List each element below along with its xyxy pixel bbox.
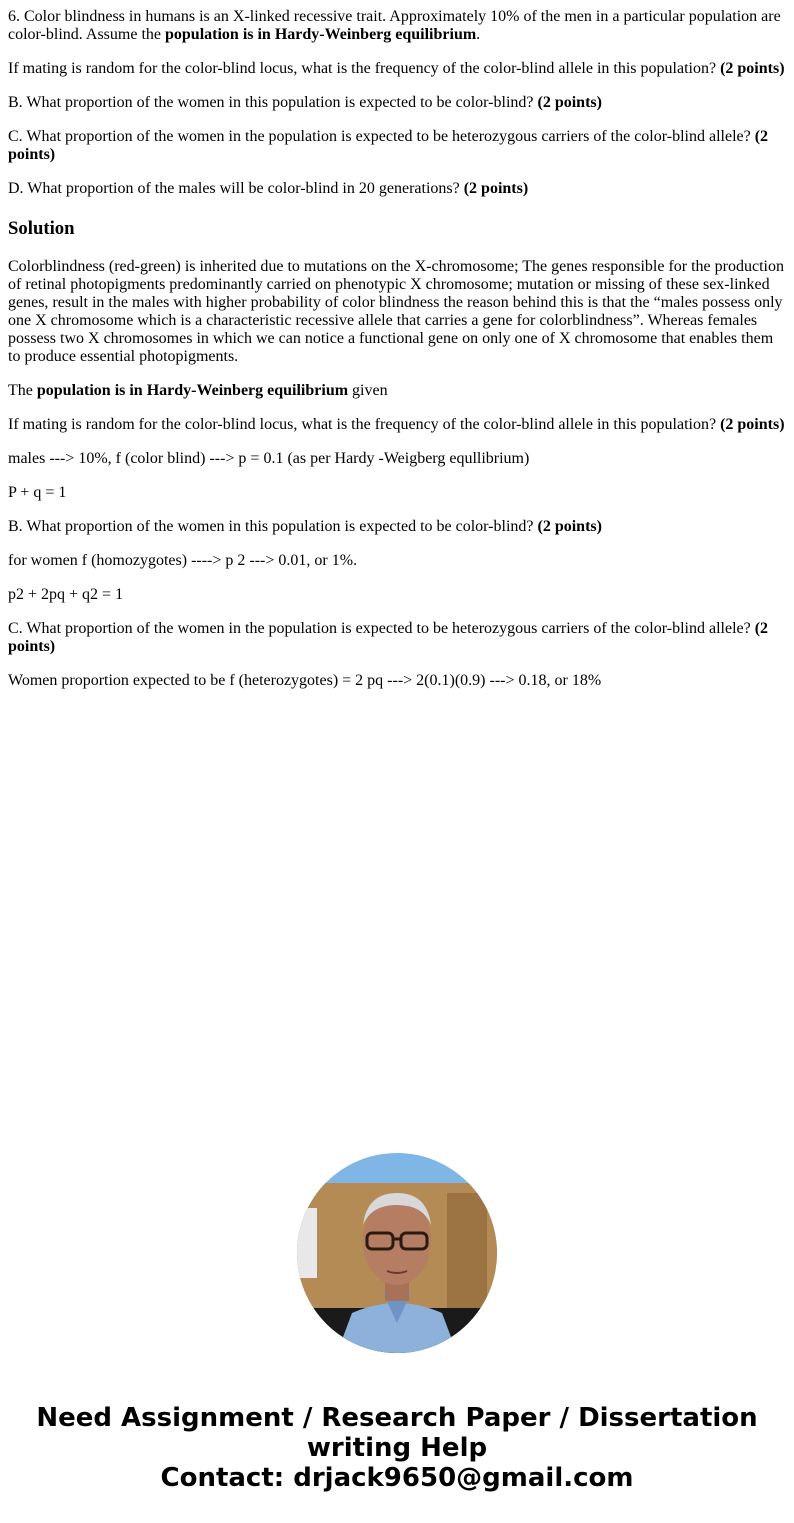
solution-answer-1-line-2: P + q = 1 <box>8 484 67 501</box>
solution-question-2: B. What proportion of the women in this population is expected to be color-blind? (2 points) <box>8 518 602 535</box>
question-part-a: If mating is random for the color-blind locus, what is the frequency of the color-blind allele in this population? (2 points) <box>8 60 785 77</box>
question-part-b: B. What proportion of the women in this population is expected to be color-blind? (2 points) <box>8 94 602 111</box>
solution-question-3: C. What proportion of the women in the population is expected to be heterozygous carriers of the color-blind allele? (2 points) <box>8 620 769 655</box>
solution-answer-2-line-2: p2 + 2pq + q2 = 1 <box>8 586 124 603</box>
question-part-c: C. What proportion of the women in the population is expected to be heterozygous carriers of the color-blind allele? (2 points) <box>8 128 769 163</box>
footer-help-line: Need Assignment / Research Paper / Dissertation writing Help <box>36 1403 758 1463</box>
solution-answer-2-line-1: for women f (homozygotes) ----> p 2 ---> 0.01, or 1%. <box>8 552 358 569</box>
solution-answer-3-line-1: Women proportion expected to be f (heterozygotes) = 2 pq ---> 2(0.1)(0.9) ---> 0.18, or 18% <box>8 672 602 689</box>
document-body <box>8 8 786 706</box>
footer-email-line: Contact: drjack9650@gmail.com <box>160 1463 634 1493</box>
question-intro: 6. Color blindness in humans is an X-linked recessive trait. Approximately 10% of the men in a particular population are color-blind. Assume the population is in Hardy-Weinberg equilibrium. <box>8 8 781 43</box>
avatar-wall-carving <box>447 1193 487 1313</box>
avatar-wall-switch <box>297 1208 317 1278</box>
solution-explanation: Colorblindness (red-green) is inherited due to mutations on the X-chromosome; The genes responsible for the production of retinal photopigments predominantly carried on phenotypic X chromosome; mutation or missing of these sex-linked genes, result in the males with higher probability of color blindness the reason behind this is that the “males possess only one X chromosome which is a characteristic recessive allele that carries a gene for colorblindness”. Whereas females possess two X chromosomes in which we can notice a functional gene on only one of X chromosome that enables them to produce essential photopigments. <box>8 258 784 365</box>
author-portrait-image <box>297 1153 497 1353</box>
footer-contact-banner <box>0 1403 794 1493</box>
solution-given: The population is in Hardy-Weinberg equilibrium given <box>8 382 388 399</box>
author-avatar <box>297 1153 497 1353</box>
question-part-d: D. What proportion of the males will be color-blind in 20 generations? (2 points) <box>8 180 529 197</box>
solution-heading: Solution <box>8 218 75 239</box>
solution-answer-1-line-1: males ---> 10%, f (color blind) ---> p = 0.1 (as per Hardy -Weigberg equllibrium) <box>8 450 530 467</box>
solution-question-1: If mating is random for the color-blind locus, what is the frequency of the color-blind allele in this population? (2 points) <box>8 416 785 433</box>
